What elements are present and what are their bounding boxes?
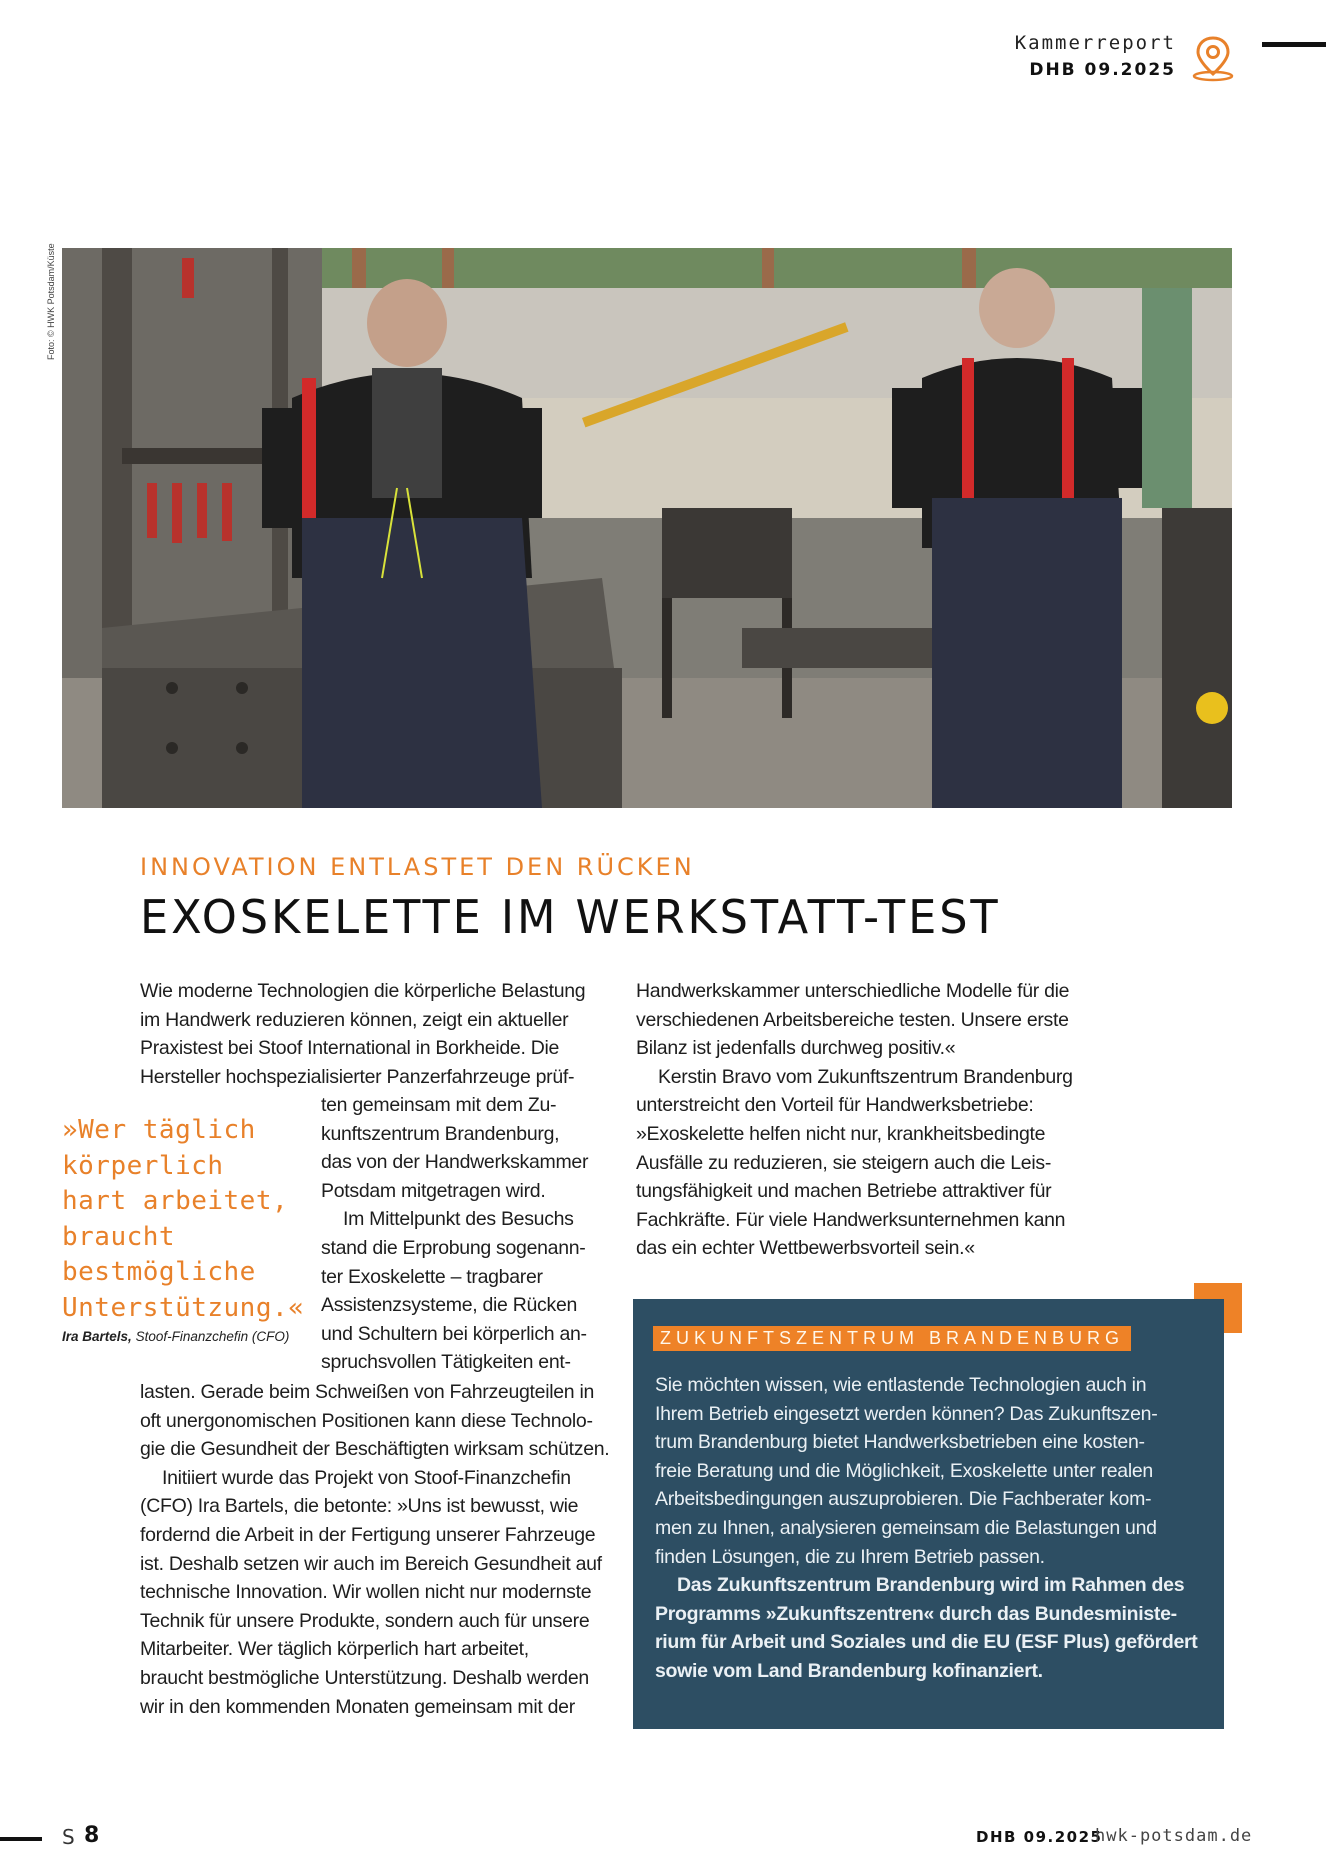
pull-quote-role: Stoof-Finanzchefin (CFO) (135, 1329, 290, 1344)
text-line: »Exoskelette helfen nicht nur, krankheitsbedingte (636, 1122, 1046, 1145)
article-photo (62, 248, 1232, 808)
info-box-text (655, 1371, 1215, 1686)
text-line: im Handwerk reduzieren können, zeigt ein aktueller (140, 1008, 569, 1031)
article-column-b (636, 977, 1106, 1263)
text-line: Mitarbeiter. Wer täglich körperlich hart arbeitet, (140, 1638, 529, 1661)
header-rule (1262, 42, 1326, 47)
text-line: und Schultern bei körperlich an- (321, 1322, 587, 1345)
footer-url[interactable]: hwk-potsdam.de (1095, 1826, 1253, 1846)
text-line: ter Exoskelette – tragbarer (321, 1265, 543, 1288)
pull-quote (62, 1113, 322, 1326)
text-line: (CFO) Ira Bartels, die betonte: »Uns ist bewusst, wie (140, 1495, 579, 1518)
text-line: finden Lösungen, die zu Ihrem Betrieb passen. (655, 1545, 1045, 1568)
text-line: Kerstin Bravo vom Zukunftszentrum Brandenburg (658, 1065, 1073, 1088)
article-title: EXOSKELETTE IM WERKSTATT-TEST (140, 890, 1001, 944)
text-line: sowie vom Land Brandenburg kofinanziert. (655, 1659, 1043, 1682)
text-line: Initiiert wurde das Projekt von Stoof-Finanzchefin (162, 1466, 571, 1489)
text-line: Potsdam mitgetragen wird. (321, 1179, 546, 1202)
text-line: trum Brandenburg bietet Handwerksbetrieben eine kosten- (655, 1431, 1145, 1454)
location-pin-icon (1190, 34, 1236, 82)
text-line: rium für Arbeit und Soziales und die EU (ESF Plus) gefördert (655, 1631, 1198, 1654)
text-line: das ein echter Wettbewerbsvorteil sein.« (636, 1237, 975, 1260)
text-line: Hersteller hochspezialisierter Panzerfahrzeuge prüf- (140, 1065, 575, 1088)
pull-quote-author: Ira Bartels, (62, 1329, 132, 1344)
article-kicker: INNOVATION ENTLASTET DEN RÜCKEN (140, 853, 695, 881)
text-line: Das Zukunftszentrum Brandenburg wird im Rahmen des (677, 1574, 1185, 1597)
footer-rule (0, 1837, 42, 1841)
text-line: Assistenzsysteme, die Rücken (321, 1294, 578, 1317)
text-line: Im Mittelpunkt des Besuchs (343, 1208, 574, 1231)
text-line: technische Innovation. Wir wollen nicht nur modernste (140, 1581, 592, 1604)
text-line: tungsfähigkeit und machen Betriebe attraktiver für (636, 1180, 1052, 1203)
pull-quote-line: braucht (62, 1221, 176, 1252)
text-line: das von der Handwerkskammer (321, 1151, 589, 1174)
text-line: men zu Ihnen, analysieren gemeinsam die Belastungen und (655, 1516, 1157, 1539)
text-line: verschiedenen Arbeitsbereiche testen. Unsere erste (636, 1008, 1069, 1031)
text-line: Technik für unsere Produkte, sondern auch für unsere (140, 1609, 590, 1632)
text-line: Wie moderne Technologien die körperliche Belastung (140, 980, 586, 1002)
pull-quote-line: »Wer täglich (62, 1115, 256, 1145)
text-line: Handwerkskammer unterschiedliche Modelle für die (636, 980, 1070, 1002)
text-line: Sie möchten wissen, wie entlastende Technologien auch in (655, 1374, 1147, 1396)
footer-issue: DHB 09.2025 (976, 1828, 1103, 1846)
text-line: Praxistest bei Stoof International in Borkheide. Die (140, 1037, 560, 1060)
text-line: fordernd die Arbeit in der Fertigung unserer Fahrzeuge (140, 1523, 596, 1546)
text-line: ist. Deshalb setzen wir auch im Bereich Gesundheit auf (140, 1552, 602, 1575)
text-line: ten gemeinsam mit dem Zu- (321, 1094, 557, 1116)
text-line: oft unergonomischen Positionen kann diese Technolo- (140, 1409, 593, 1432)
pull-quote-line: hart arbeitet, (62, 1186, 289, 1216)
pull-quote-line: Unterstützung.« (62, 1292, 305, 1323)
page-prefix: S (62, 1825, 75, 1849)
pull-quote-attribution (62, 1329, 289, 1344)
text-line: stand die Erprobung sogenann- (321, 1236, 586, 1259)
text-line: spruchsvollen Tätigkeiten ent- (321, 1351, 571, 1374)
text-line: gie die Gesundheit der Beschäftigten wirksam schützen. (140, 1438, 610, 1461)
text-line: Arbeitsbedingungen auszuprobieren. Die Fachberater kom- (655, 1488, 1152, 1511)
text-line: braucht bestmögliche Unterstützung. Deshalb werden (140, 1666, 589, 1689)
article-column-a-top (140, 977, 610, 1091)
text-line: Bilanz ist jedenfalls durchweg positiv.« (636, 1037, 956, 1060)
text-line: wir in den kommenden Monaten gemeinsam mit der (140, 1695, 575, 1718)
text-line: unterstreicht den Vorteil für Handwerksbetriebe: (636, 1094, 1034, 1117)
pull-quote-line: körperlich (62, 1150, 224, 1181)
pull-quote-line: bestmögliche (62, 1257, 256, 1287)
info-box (633, 1299, 1224, 1729)
article-column-a-bottom (140, 1378, 620, 1721)
issue-label: DHB 09.2025 (1029, 60, 1176, 80)
text-line: Ausfälle zu reduzieren, sie steigern auch die Leis- (636, 1151, 1052, 1174)
text-line: freie Beratung und die Möglichkeit, Exoskelette unter realen (655, 1459, 1153, 1482)
photo-credit: Foto: © HWK Potsdam/Küste (46, 243, 56, 360)
page-number: 8 (84, 1823, 100, 1848)
info-box-label: ZUKUNFTSZENTRUM BRANDENBURG (653, 1326, 1131, 1351)
text-line: lasten. Gerade beim Schweißen von Fahrzeugteilen in (140, 1381, 595, 1403)
text-line: Programms »Zukunftszentren« durch das Bundesministe- (655, 1602, 1177, 1625)
section-kicker: Kammerreport (1014, 32, 1176, 54)
text-line: Ihrem Betrieb eingesetzt werden können? Das Zukunftszen- (655, 1402, 1158, 1425)
article-column-a-mid (321, 1091, 621, 1377)
text-line: Fachkräfte. Für viele Handwerksunternehmen kann (636, 1208, 1066, 1231)
text-line: kunftszentrum Brandenburg, (321, 1122, 560, 1145)
